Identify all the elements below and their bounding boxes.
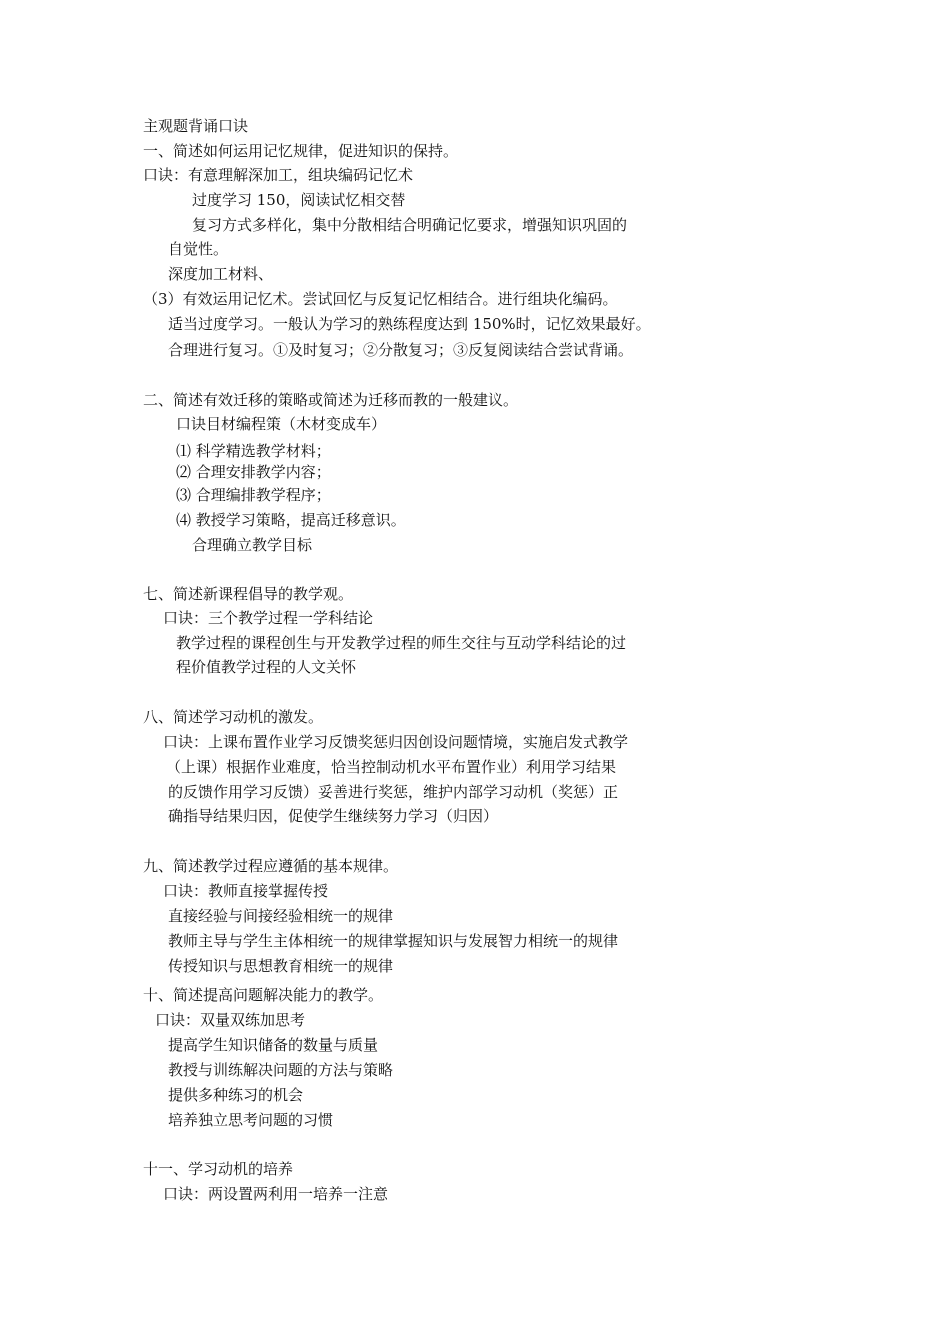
mnemonic-line: 复习方式多样化，集中分散相结合明确记忆要求，增强知识巩固的 <box>192 216 628 234</box>
body-line: 合理进行复习。①及时复习；②分散复习；③反复阅读结合尝试背诵。 <box>168 341 634 359</box>
body-line: 适当过度学习。一般认为学习的熟练程度达到 150%时，记忆效果最好。 <box>168 315 651 333</box>
mnemonic-line: 口诀：上课布置作业学习反馈奖惩归因创设问题情境，实施启发式教学 <box>163 733 629 751</box>
section-heading-10: 十、简述提高问题解决能力的教学。 <box>143 986 384 1004</box>
mnemonic-line: 自觉性。 <box>168 240 229 258</box>
list-item: ⑶ 合理编排教学程序； <box>176 486 331 504</box>
list-item: ⑵ 合理安排教学内容； <box>176 463 331 481</box>
section-heading-9: 九、简述教学过程应遵循的基本规律。 <box>143 857 399 875</box>
mnemonic-line: 过度学习 150，阅读试忆相交替 <box>192 191 406 209</box>
body-line: 培养独立思考问题的习惯 <box>168 1111 334 1129</box>
section-heading-1: 一、简述如何运用记忆规律，促进知识的保持。 <box>143 142 459 160</box>
body-line: 的反馈作用学习反馈）妥善进行奖惩，维护内部学习动机（奖惩）正 <box>168 783 619 801</box>
mnemonic-line: 口诀：三个教学过程一学科结论 <box>163 609 374 627</box>
section-heading-11: 十一、学习动机的培养 <box>143 1160 294 1178</box>
list-item: ⑴ 科学精选教学材料； <box>176 442 331 460</box>
list-item: ⑷ 教授学习策略，提高迁移意识。 <box>176 511 406 529</box>
body-line: 教师主导与学生主体相统一的规律掌握知识与发展智力相统一的规律 <box>168 932 619 950</box>
body-line: 教授与训练解决问题的方法与策略 <box>168 1061 394 1079</box>
body-line: 深度加工材料、 <box>168 265 274 283</box>
section-heading-7: 七、简述新课程倡导的教学观。 <box>143 585 354 603</box>
body-line: 提供多种练习的机会 <box>168 1086 304 1104</box>
body-line: 合理确立教学目标 <box>192 536 313 554</box>
body-line: 传授知识与思想教育相统一的规律 <box>168 957 394 975</box>
document-title: 主观题背诵口诀 <box>143 117 249 135</box>
body-line: 教学过程的课程创生与开发教学过程的师生交往与互动学科结论的过 <box>176 634 627 652</box>
mnemonic-line: 口诀：两设置两利用一培养一注意 <box>163 1185 389 1203</box>
body-line: （上课）根据作业难度，恰当控制动机水平布置作业）利用学习结果 <box>166 758 617 776</box>
section-heading-8: 八、简述学习动机的激发。 <box>143 708 324 726</box>
body-line: 直接经验与间接经验相统一的规律 <box>168 907 394 925</box>
mnemonic-line: 口诀：有意理解深加工，组块编码记忆术 <box>143 166 414 184</box>
body-line: 提高学生知识储备的数量与质量 <box>168 1036 379 1054</box>
mnemonic-line: 口诀：双量双练加思考 <box>155 1011 306 1029</box>
mnemonic-line: 口诀：教师直接掌握传授 <box>163 882 329 900</box>
mnemonic-line: 口诀目材编程策（木材变成车） <box>176 415 387 433</box>
body-line: 确指导结果归因，促使学生继续努力学习（归因） <box>168 807 499 825</box>
body-line: 程价值教学过程的人文关怀 <box>176 658 357 676</box>
body-line: （3）有效运用记忆术。尝试回忆与反复记忆相结合。进行组块化编码。 <box>143 290 618 308</box>
section-heading-2: 二、简述有效迁移的策略或简述为迁移而教的一般建议。 <box>143 391 519 409</box>
